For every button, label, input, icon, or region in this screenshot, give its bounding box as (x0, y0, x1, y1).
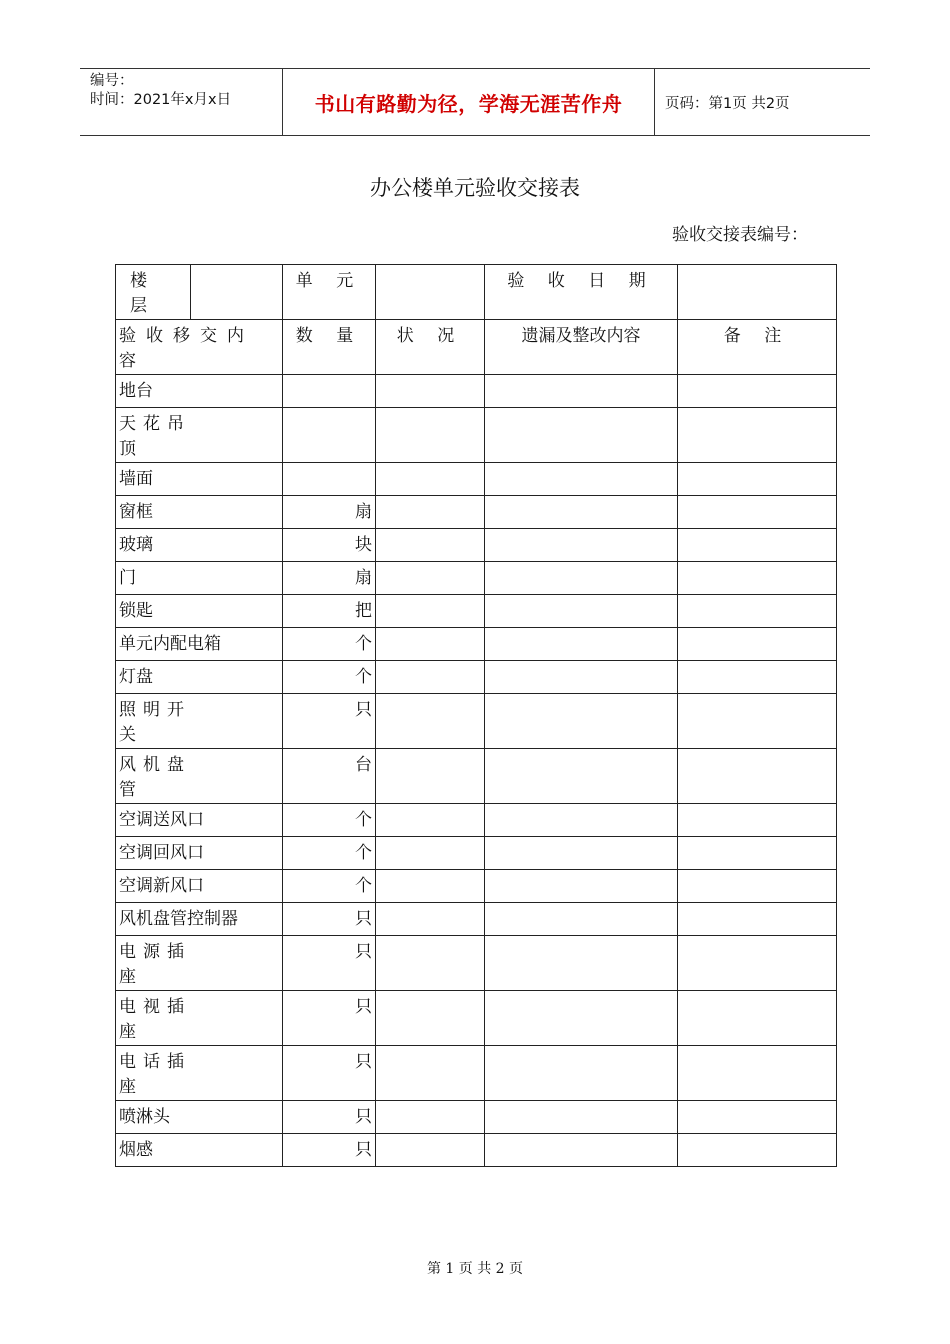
floor-value-cell[interactable] (191, 265, 283, 320)
omissions-cell[interactable] (485, 1101, 678, 1134)
table-row (116, 1134, 837, 1167)
date-label: 时间：2021年x月x日 (90, 92, 232, 108)
table-row (116, 595, 837, 628)
acceptance-date-label: 验 收 日 期 (485, 265, 678, 320)
table-row (116, 991, 837, 1046)
table-row (116, 903, 837, 936)
item-cell (116, 375, 283, 408)
unit-label: 只 (355, 909, 372, 929)
col-header-quantity: 数 量 (283, 320, 376, 375)
item-cell (116, 595, 283, 628)
table-row (116, 408, 837, 463)
unit-value-cell[interactable] (376, 265, 485, 320)
status-cell[interactable] (376, 375, 485, 408)
quantity-cell[interactable] (283, 991, 376, 1046)
column-header-row (116, 320, 837, 375)
quantity-cell[interactable] (283, 749, 376, 804)
item-label: 喷淋头 (119, 1107, 170, 1127)
item-label: 照明开关 (119, 700, 191, 745)
unit-label: 个 (355, 634, 372, 654)
header-motto: 书山有路勤为径，学海无涯苦作舟 (282, 69, 655, 135)
remarks-cell[interactable] (678, 1046, 837, 1101)
item-cell (116, 408, 283, 463)
table-row (116, 749, 837, 804)
table-row (116, 496, 837, 529)
header-left (80, 69, 282, 135)
form-number-label: 验收交接表编号： (672, 225, 808, 245)
status-cell[interactable] (376, 529, 485, 562)
item-label: 空调送风口 (119, 810, 204, 830)
item-label: 电视插座 (119, 997, 191, 1042)
omissions-cell[interactable] (485, 936, 678, 991)
omissions-cell[interactable] (485, 903, 678, 936)
omissions-cell[interactable] (485, 595, 678, 628)
acceptance-table (115, 264, 837, 1167)
item-cell (116, 837, 283, 870)
omissions-cell[interactable] (485, 661, 678, 694)
remarks-cell[interactable] (678, 837, 837, 870)
table-row (116, 694, 837, 749)
quantity-cell[interactable] (283, 496, 376, 529)
status-cell[interactable] (376, 991, 485, 1046)
omissions-cell[interactable] (485, 1134, 678, 1167)
item-cell (116, 936, 283, 991)
unit-label: 只 (355, 1107, 372, 1127)
table-row (116, 628, 837, 661)
status-cell[interactable] (376, 837, 485, 870)
remarks-cell[interactable] (678, 595, 837, 628)
remarks-cell[interactable] (678, 463, 837, 496)
omissions-cell[interactable] (485, 496, 678, 529)
remarks-cell[interactable] (678, 375, 837, 408)
quantity-cell[interactable] (283, 628, 376, 661)
status-cell[interactable] (376, 749, 485, 804)
item-cell (116, 562, 283, 595)
item-cell (116, 749, 283, 804)
unit-label: 扇 (355, 502, 372, 522)
unit-label: 单 元 (283, 265, 376, 320)
item-cell (116, 991, 283, 1046)
item-cell (116, 804, 283, 837)
item-label: 空调回风口 (119, 843, 204, 863)
table-row (116, 375, 837, 408)
table-row (116, 463, 837, 496)
quantity-cell[interactable] (283, 1101, 376, 1134)
quantity-cell[interactable] (283, 529, 376, 562)
omissions-cell[interactable] (485, 408, 678, 463)
item-cell (116, 903, 283, 936)
item-label: 烟感 (119, 1140, 153, 1160)
status-cell[interactable] (376, 936, 485, 991)
quantity-cell[interactable] (283, 408, 376, 463)
item-label: 电源插座 (119, 942, 191, 987)
item-cell (116, 694, 283, 749)
omissions-cell[interactable] (485, 529, 678, 562)
item-label: 窗框 (119, 502, 153, 522)
remarks-cell[interactable] (678, 408, 837, 463)
header-row-floor-unit-date (116, 265, 837, 320)
item-label: 单元内配电箱 (119, 634, 221, 654)
quantity-cell[interactable] (283, 463, 376, 496)
item-label: 墙面 (119, 469, 153, 489)
item-cell (116, 496, 283, 529)
status-cell[interactable] (376, 463, 485, 496)
item-label: 风机盘管控制器 (119, 909, 238, 929)
item-label: 风机盘管 (119, 755, 191, 800)
item-cell (116, 463, 283, 496)
status-cell[interactable] (376, 1134, 485, 1167)
table-row (116, 562, 837, 595)
quantity-cell[interactable] (283, 595, 376, 628)
table-row (116, 804, 837, 837)
item-label: 门 (119, 568, 136, 588)
table-row (116, 837, 837, 870)
remarks-cell[interactable] (678, 1101, 837, 1134)
unit-label: 扇 (355, 568, 372, 588)
remarks-cell[interactable] (678, 562, 837, 595)
remarks-cell[interactable] (678, 628, 837, 661)
status-cell[interactable] (376, 628, 485, 661)
omissions-cell[interactable] (485, 628, 678, 661)
status-cell[interactable] (376, 496, 485, 529)
unit-label: 只 (355, 1140, 372, 1160)
col-header-omissions: 遗漏及整改内容 (485, 320, 678, 375)
quantity-cell[interactable] (283, 562, 376, 595)
remarks-cell[interactable] (678, 496, 837, 529)
quantity-cell[interactable] (283, 1134, 376, 1167)
unit-label: 只 (355, 997, 372, 1017)
item-label: 天花吊顶 (119, 414, 191, 459)
remarks-cell[interactable] (678, 1134, 837, 1167)
item-cell (116, 1134, 283, 1167)
table-row (116, 936, 837, 991)
item-label: 锁匙 (119, 601, 153, 621)
omissions-cell[interactable] (485, 991, 678, 1046)
item-label: 电话插座 (119, 1052, 191, 1097)
item-cell (116, 870, 283, 903)
page-footer: 第 1 页 共 2 页 (426, 1261, 524, 1277)
omissions-cell[interactable] (485, 870, 678, 903)
status-cell[interactable] (376, 408, 485, 463)
table-row (116, 529, 837, 562)
item-cell (116, 1046, 283, 1101)
item-label: 地台 (119, 381, 153, 401)
remarks-cell[interactable] (678, 529, 837, 562)
item-cell (116, 529, 283, 562)
status-cell[interactable] (376, 562, 485, 595)
omissions-cell[interactable] (485, 804, 678, 837)
status-cell[interactable] (376, 870, 485, 903)
status-cell[interactable] (376, 903, 485, 936)
acceptance-date-value-cell[interactable] (678, 265, 837, 320)
status-cell[interactable] (376, 1101, 485, 1134)
unit-label: 只 (355, 700, 372, 720)
remarks-cell[interactable] (678, 749, 837, 804)
table-row (116, 1101, 837, 1134)
table-row (116, 870, 837, 903)
omissions-cell[interactable] (485, 463, 678, 496)
unit-label: 块 (355, 535, 372, 555)
item-label: 空调新风口 (119, 876, 204, 896)
quantity-cell[interactable] (283, 837, 376, 870)
page-header (80, 68, 870, 136)
col-header-status: 状 况 (376, 320, 485, 375)
quantity-cell[interactable] (283, 661, 376, 694)
remarks-cell[interactable] (678, 694, 837, 749)
item-label: 玻璃 (119, 535, 153, 555)
item-cell (116, 628, 283, 661)
omissions-cell[interactable] (485, 562, 678, 595)
remarks-cell[interactable] (678, 991, 837, 1046)
quantity-cell[interactable] (283, 1046, 376, 1101)
status-cell[interactable] (376, 694, 485, 749)
item-cell (116, 661, 283, 694)
col-header-remarks: 备 注 (678, 320, 837, 375)
status-cell[interactable] (376, 595, 485, 628)
remarks-cell[interactable] (678, 804, 837, 837)
item-cell (116, 1101, 283, 1134)
floor-label: 楼 层 (116, 265, 191, 320)
omissions-cell[interactable] (485, 749, 678, 804)
item-label: 灯盘 (119, 667, 153, 687)
status-cell[interactable] (376, 661, 485, 694)
remarks-cell[interactable] (678, 870, 837, 903)
header-page-info: 页码：第1页 共2页 (665, 95, 790, 112)
quantity-cell[interactable] (283, 694, 376, 749)
omissions-cell[interactable] (485, 694, 678, 749)
remarks-cell[interactable] (678, 936, 837, 991)
unit-label: 个 (355, 810, 372, 830)
unit-label: 个 (355, 843, 372, 863)
unit-label: 只 (355, 1052, 372, 1072)
unit-label: 个 (355, 667, 372, 687)
quantity-cell[interactable] (283, 870, 376, 903)
quantity-cell[interactable] (283, 804, 376, 837)
omissions-cell[interactable] (485, 1046, 678, 1101)
status-cell[interactable] (376, 1046, 485, 1101)
remarks-cell[interactable] (678, 903, 837, 936)
omissions-cell[interactable] (485, 837, 678, 870)
page-title: 办公楼单元验收交接表 (370, 176, 580, 200)
unit-label: 台 (355, 755, 372, 775)
omissions-cell[interactable] (485, 375, 678, 408)
quantity-cell[interactable] (283, 903, 376, 936)
remarks-cell[interactable] (678, 661, 837, 694)
unit-label: 把 (355, 601, 372, 621)
doc-number-label: 编号： (90, 73, 134, 89)
col-header-content: 验收移交内容 (116, 320, 283, 375)
unit-label: 只 (355, 942, 372, 962)
quantity-cell[interactable] (283, 936, 376, 991)
status-cell[interactable] (376, 804, 485, 837)
quantity-cell[interactable] (283, 375, 376, 408)
table-row (116, 1046, 837, 1101)
table-row (116, 661, 837, 694)
unit-label: 个 (355, 876, 372, 896)
